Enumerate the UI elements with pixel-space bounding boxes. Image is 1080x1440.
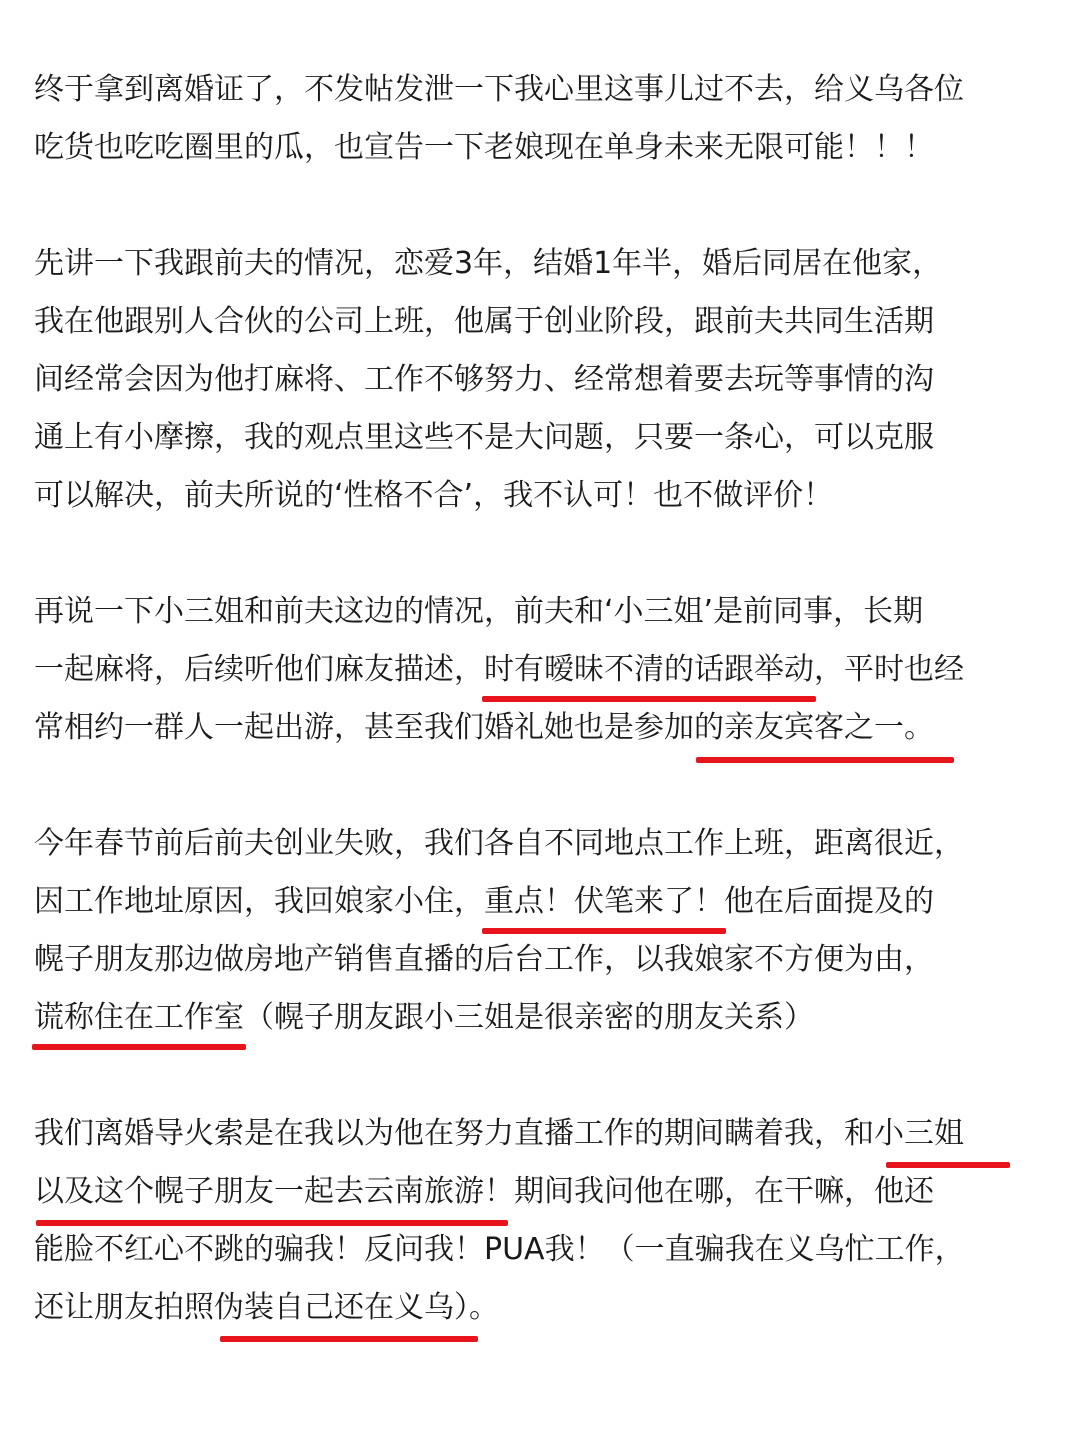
- paragraph-2-line-3: 间经常会因为他打麻将、工作不够努力、经常想着要去玩等事情的沟: [34, 362, 934, 397]
- paragraph-4-line-4-tail: （幌子朋友跟小三姐是很亲密的朋友关系）: [244, 1000, 814, 1035]
- highlighted-phrase-ambiguous-behavior: 时有暧昧不清的话跟举动: [484, 650, 814, 690]
- paragraph-5-line-2: 以及这个幌子朋友一起去云南旅游！期间我问他在哪，在干嘛，他还: [34, 1174, 934, 1209]
- paragraph-4-line-2-text: 因工作地址原因，我回娘家小住，: [34, 884, 484, 919]
- underline-yunnan-trip: [36, 1220, 508, 1226]
- highlighted-phrase-foreshadowing: 重点！伏笔来了！: [484, 882, 724, 922]
- paragraph-4-line-1: 今年春节前后前夫创业失败，我们各自不同地点工作上班，距离很近，: [34, 826, 964, 861]
- paragraph-2-line-4: 通上有小摩擦，我的观点里这些不是大问题，只要一条心，可以克服: [34, 420, 934, 455]
- paragraph-3-line-1: 再说一下小三姐和前夫这边的情况，前夫和‘小三姐’是前同事，长期: [34, 594, 924, 629]
- paragraph-4-line-4: [34, 998, 814, 1038]
- underline-fake-photo: [220, 1336, 478, 1342]
- paragraph-2-line-1: 先讲一下我跟前夫的情况，恋爱3年，结婚1年半，婚后同居在他家，: [34, 246, 943, 281]
- underline-wedding-guest: [696, 757, 954, 763]
- paragraph-4-line-2-tail: 他在后面提及的: [724, 884, 934, 919]
- paragraph-5-line-1: 我们离婚导火索是在我以为他在努力直播工作的期间瞒着我，和小三姐: [34, 1116, 964, 1151]
- paragraph-2-line-5: 可以解决，前夫所说的‘性格不合’，我不认可！也不做评价！: [34, 478, 834, 513]
- paragraph-5-line-4: 还让朋友拍照伪装自己还在义乌）。: [34, 1290, 499, 1325]
- paragraph-4-line-2: [34, 882, 934, 922]
- paragraph-4-line-3: 幌子朋友那边做房地产销售直播的后台工作，以我娘家不方便为由，: [34, 942, 934, 977]
- highlighted-phrase-lied-about-studio: 谎称住在工作室: [34, 998, 244, 1038]
- paragraph-2-line-2: 我在他跟别人合伙的公司上班，他属于创业阶段，跟前夫共同生活期: [34, 304, 934, 339]
- paragraph-1-line-1: 终于拿到离婚证了，不发帖发泄一下我心里这事儿过不去，给义乌各位: [34, 72, 964, 107]
- paragraph-3-line-2-text: 一起麻将，后续听他们麻友描述，: [34, 652, 484, 687]
- paragraph-1-line-2: 吃货也吃吃圈里的瓜，也宣告一下老娘现在单身未来无限可能！！！: [34, 130, 934, 165]
- paragraph-3-line-2-tail: ，平时也经: [814, 652, 964, 687]
- paragraph-5-line-3: 能脸不红心不跳的骗我！反问我！PUA我！（一直骗我在义乌忙工作，: [34, 1232, 965, 1267]
- paragraph-3-line-3: 常相约一群人一起出游，甚至我们婚礼她也是参加的亲友宾客之一。: [34, 710, 934, 745]
- paragraph-3-line-2: [34, 650, 964, 690]
- underline-mistress: [886, 1162, 1010, 1168]
